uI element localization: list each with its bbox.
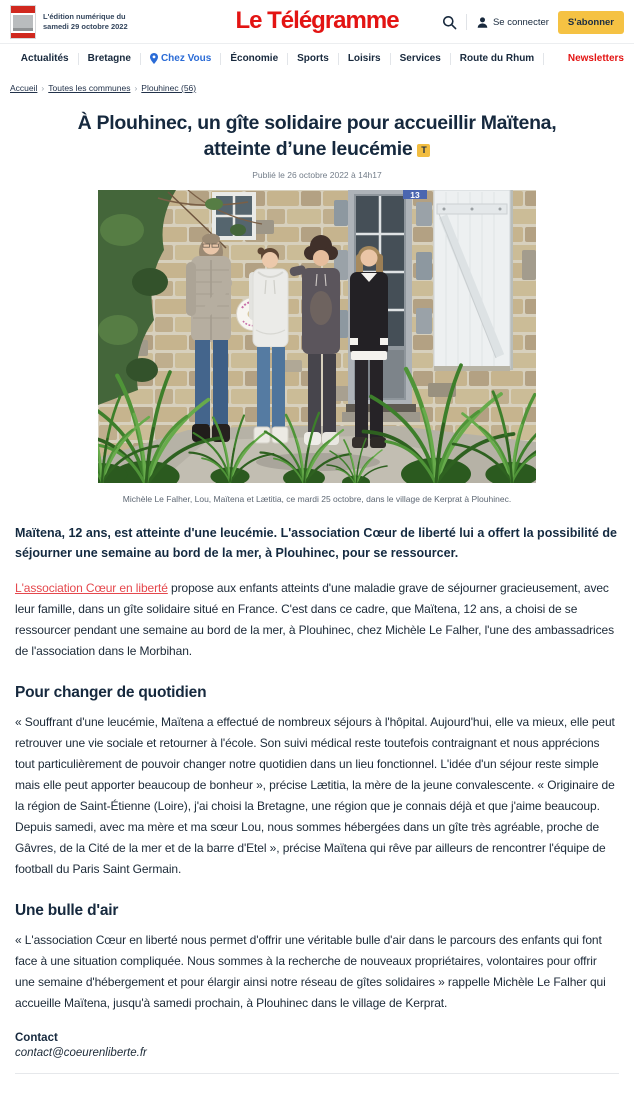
chevron-right-icon: › [41, 83, 45, 93]
breadcrumb-plouhinec[interactable]: Plouhinec (56) [141, 83, 197, 93]
nav-item-loisirs[interactable]: Loisirs [339, 53, 391, 65]
contact-email: contact@coeurenliberte.fr [15, 1047, 147, 1059]
photo-illustration [98, 190, 536, 483]
nav-item-sports[interactable]: Sports [288, 53, 339, 65]
header-top-bar [0, 0, 634, 44]
site-header [0, 0, 634, 73]
nav-item-chez-vous[interactable]: Chez Vous [141, 53, 221, 65]
photo-caption: Michèle Le Falher, Lou, Maïtena et Lætitia, ce mardi 25 octobre, dans le village de Kerprat à Plouhinec. [122, 494, 512, 504]
nav-item-bretagne[interactable]: Bretagne [79, 53, 141, 65]
login-button[interactable] [476, 16, 549, 29]
login-label: Se connecter [492, 16, 549, 28]
nav-item-actualites[interactable]: Actualités [12, 53, 79, 65]
edition-link[interactable] [10, 5, 128, 39]
chevron-right-icon: › [134, 83, 138, 93]
article-title: À Plouhinec, un gîte solidaire pour accueillir Maïtena, atteinte d’une leucémie T [77, 112, 557, 160]
paragraph-1: L'association Cœur en liberté propose aux enfants atteints d'une maladie grave de séjourner gracieusement, avec leur famille, dans un gîte solidaire situé en France. C'est dans ce cadre, que Maïtena, 12 ans, a choisi de se ressourcer pendant une semaine au bord de la mer, à Plouhinec, chez Michèle Le Falher, l'une des ambassadrices de l'association dans le Morbihan. [15, 581, 614, 658]
paragraph-2: « Souffrant d'une leucémie, Maïtena a effectué de nombreux séjours à l'hôpital. Aujourd'hui, elle va mieux, elle peut retrouver une vie sociale et retourner à l'école. Son suivi médical reste toutefois contraignant et nous apprécions tout particulièrement de pouvoir changer notre quotidien dans un lieu fonctionnel. L'idée d'un séjour reste simple mais elle peut apporter beaucoup de bonheur », précise Lætitia, la mère de la jeune convalescente. « Originaire de la région de Saint-Étienne (Loire), j'ai choisi la Bretagne, une région que je connais déjà et que j'aime beaucoup. Depuis samedi, avec ma mère et ma sœur Lou, nous sommes hébergées dans un gîte très agréable, proche de Gâvres, de la Cité de la mer et de la barre d'Etel », précise Maïtena qui rêve par ailleurs de rencontrer l'équipe de football du Paris Saint Germain. [15, 715, 615, 876]
nav-item-services[interactable]: Services [391, 53, 451, 65]
article-lead: Maïtena, 12 ans, est atteinte d'une leucémie. L'association Cœur de liberté lui a offert la possibilité de séjourner une semaine au bord de la mer, à Plouhinec, pour se ressourcer. [15, 526, 617, 560]
bottom-divider [15, 1073, 619, 1074]
user-icon [476, 16, 489, 29]
edition-date: L'édition numérique du samedi 29 octobre 2022 [43, 12, 128, 31]
article [15, 110, 619, 1074]
breadcrumb-accueil[interactable]: Accueil [10, 83, 38, 93]
svg-text:13: 13 [410, 190, 420, 200]
publish-date: Publié le 26 octobre 2022 à 14h17 [252, 170, 382, 180]
nav-item-newsletters[interactable]: Newsletters [567, 53, 624, 64]
contact-label: Contact [15, 1032, 58, 1044]
nav-item-route-du-rhum[interactable]: Route du Rhum [451, 53, 544, 65]
section-heading-2: Une bulle d'air [15, 902, 119, 919]
shutter [434, 190, 513, 371]
house-number-plaque [403, 190, 427, 200]
association-link[interactable]: L'association Cœur en liberté [15, 581, 168, 595]
main-nav [0, 44, 634, 73]
header-divider [466, 14, 467, 30]
search-icon[interactable] [442, 15, 457, 30]
paragraph-3: « L'association Cœur en liberté nous permet d'offrir une véritable bulle d'air dans le parcours des enfants qui font face à une situation compliquée. Nous sommes à la recherche de nouveaux propriétaires, volontaires pour offrir une semaine d'hébergement et pour élargir ainsi notre réseau de gîtes solidaires » rappelle Michèle Le Falher qui accueille Maïtena, jusqu'à samedi prochain, à Plouhinec dans le village de Kerprat. [15, 933, 606, 1010]
edition-thumbnail [10, 5, 36, 39]
section-heading-1: Pour changer de quotidien [15, 684, 207, 701]
premium-badge: T [417, 144, 430, 157]
brand-logo[interactable]: Le Télégramme [235, 7, 399, 34]
breadcrumb [0, 73, 634, 97]
header-controls [442, 0, 624, 44]
article-photo [98, 190, 536, 504]
breadcrumb-communes[interactable]: Toutes les communes [48, 83, 131, 93]
nav-item-economie[interactable]: Économie [221, 53, 288, 65]
subscribe-button[interactable]: S'abonner [558, 11, 624, 34]
location-pin-icon [150, 53, 158, 64]
